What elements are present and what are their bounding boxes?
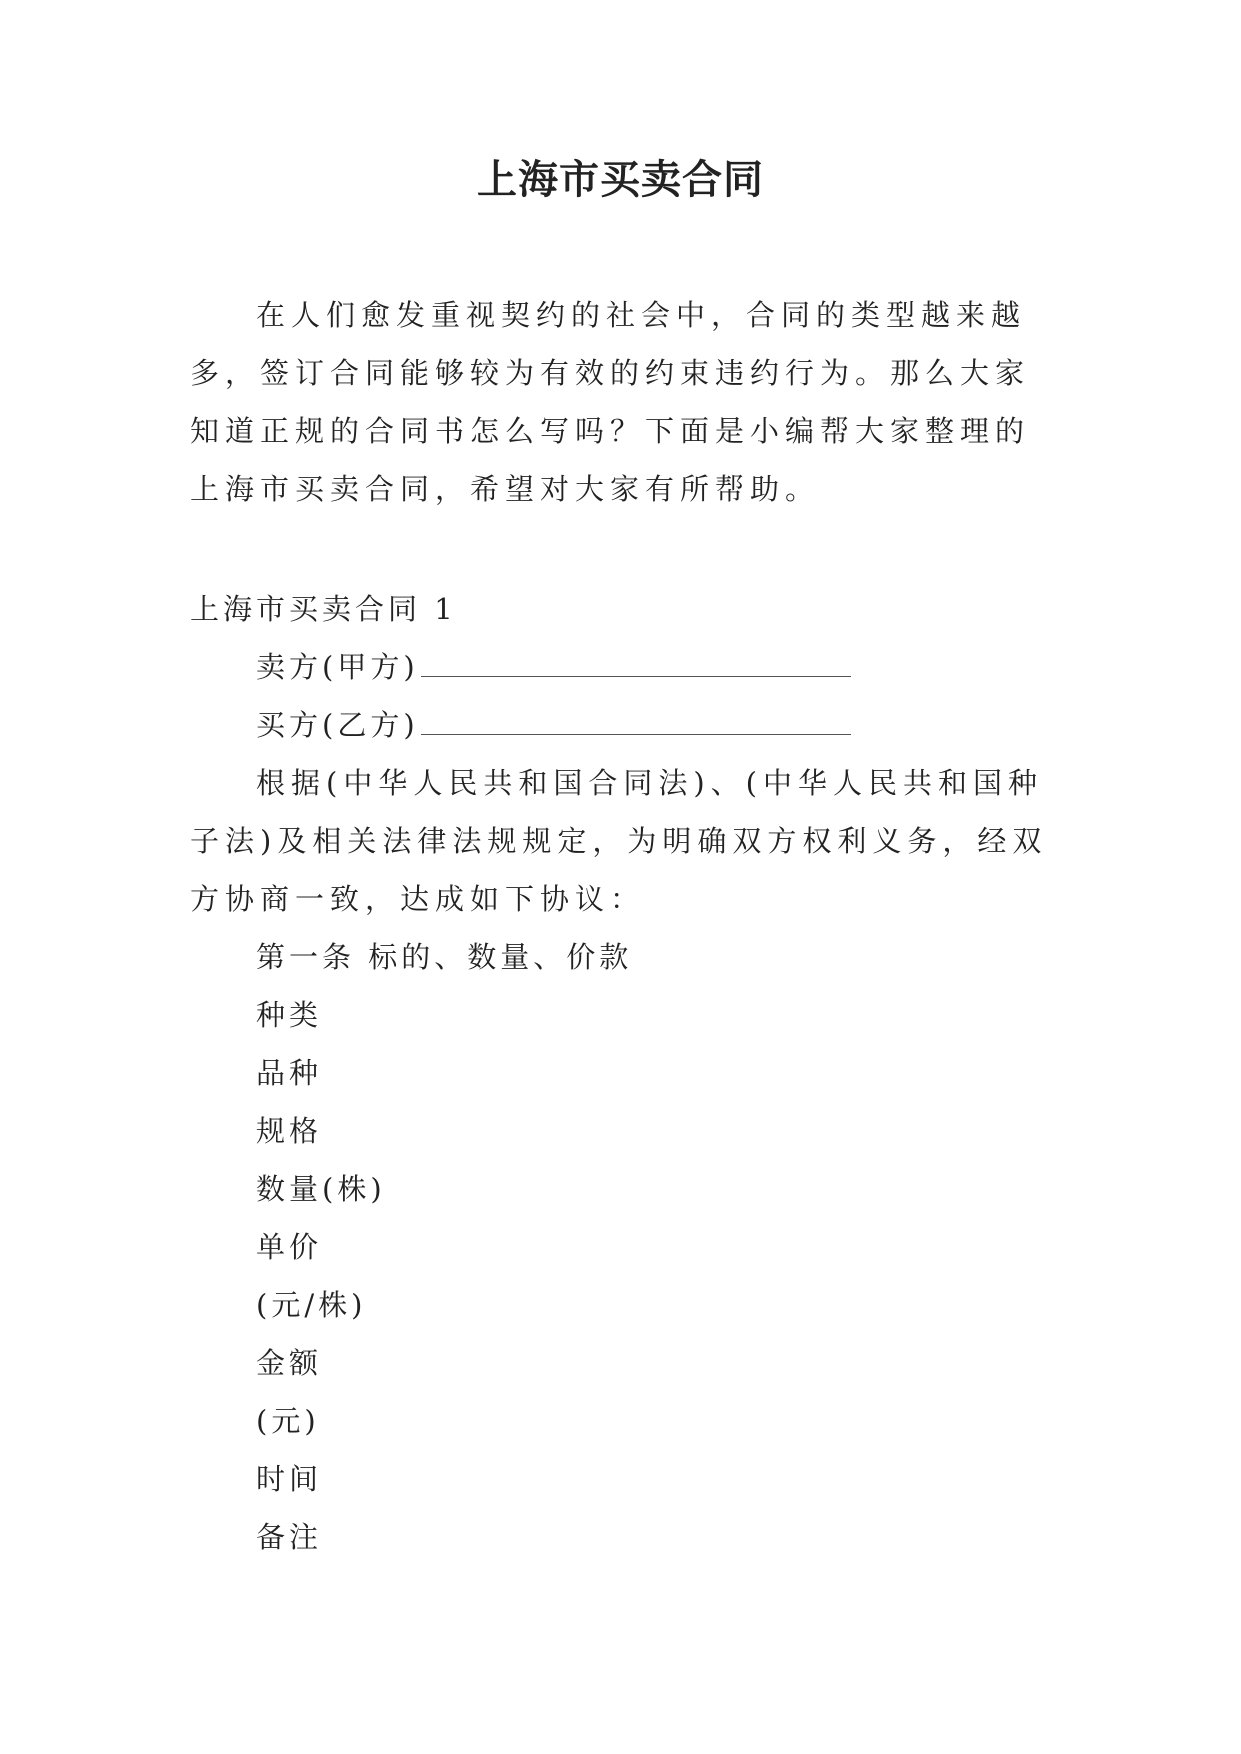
item-unit-price: 单价: [256, 1230, 323, 1264]
item-amount-unit: (元): [256, 1404, 320, 1438]
section-heading: 上海市买卖合同 1: [190, 592, 457, 626]
buyer-label: 买方(乙方): [256, 708, 419, 742]
buyer-line: [190, 696, 1050, 754]
article-one-heading: 第一条 标的、数量、价款: [256, 940, 633, 974]
basis-paragraph: 根据(中华人民共和国合同法)、(中华人民共和国种子法)及相关法律法规规定，为明确双方权利义务，经双方协商一致，达成如下协议：: [190, 766, 1048, 916]
item-variety: 品种: [256, 1056, 323, 1090]
document-title: 上海市买卖合同: [477, 156, 764, 203]
item-unit-price-unit: (元/株): [256, 1288, 367, 1322]
item-remarks: 备注: [256, 1520, 323, 1554]
intro-paragraph: 在人们愈发重视契约的社会中，合同的类型越来越多，签订合同能够较为有效的约束违约行为。那么大家知道正规的合同书怎么写吗？下面是小编帮大家整理的上海市买卖合同，希望对大家有所帮助。: [190, 298, 1031, 506]
item-quantity: 数量(株): [256, 1172, 386, 1206]
item-spec: 规格: [256, 1114, 323, 1148]
item-kind: 种类: [256, 998, 323, 1032]
item-time: 时间: [256, 1462, 323, 1496]
buyer-blank-field: [421, 708, 851, 735]
intro-section: [190, 286, 1050, 518]
item-amount: 金额: [256, 1346, 323, 1380]
seller-line: [190, 638, 1050, 696]
seller-label: 卖方(甲方): [256, 650, 419, 684]
contract-body: [190, 580, 1050, 1566]
seller-blank-field: [421, 650, 851, 677]
